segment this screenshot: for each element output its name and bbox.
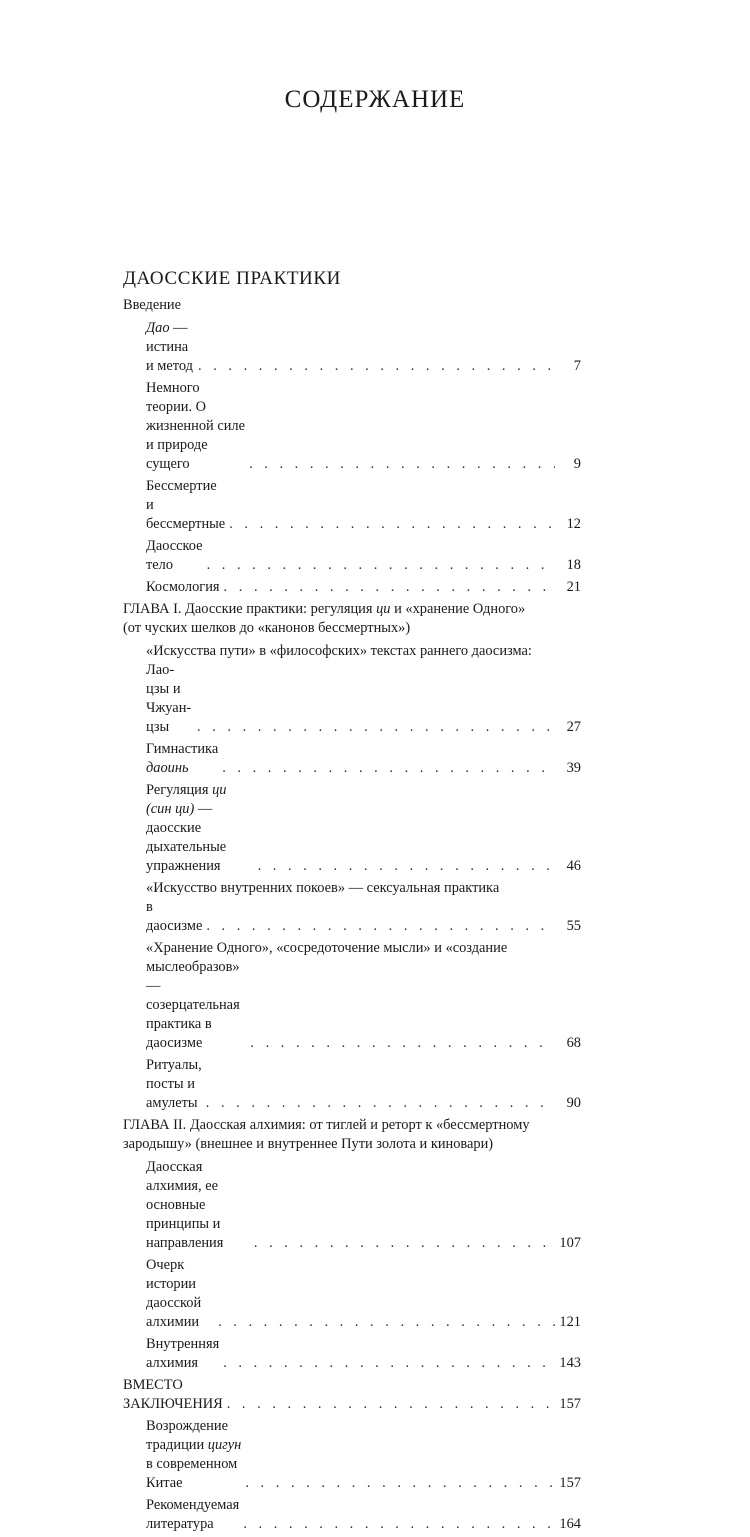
leader-dots [197,718,555,737]
leader-dots [206,917,555,936]
page-number: 9 [573,456,581,472]
toc-entry[interactable]: Бессмертие и бессмертные . . . 12 [123,477,581,534]
page-number: 18 [566,557,581,573]
page-number: 164 [559,1516,581,1532]
page-number: 68 [566,1035,581,1051]
toc-entry-conclusion[interactable]: ВМЕСТО ЗАКЛЮЧЕНИЯ . . . 157 [123,1376,581,1414]
toc-entry[interactable]: Возрождение традиции цигун в современном Китае . . . 157 [123,1417,581,1493]
leader-dots [206,1094,555,1113]
page-number: 12 [566,516,581,532]
page-number: 46 [566,858,581,874]
leader-dots [207,556,555,575]
page-number: 27 [566,719,581,735]
page-number: 107 [559,1235,581,1251]
leader-dots [198,357,555,376]
toc-entry[interactable]: Регуляция ци (син ци) — даосские дыхательные упражнения . . . 46 [123,781,581,876]
page-number: 21 [566,579,581,595]
toc-entry[interactable]: Рекомендуемая литература . . . 164 [123,1496,581,1534]
toc-entry[interactable]: Внутренняя алхимия . . . 143 [123,1335,581,1373]
toc-entry[interactable]: «Искусства пути» в «философских» текстах раннего даосизма: Лао-цзы и Чжуан-цзы . . . 27 [123,642,581,737]
leader-dots [243,1515,555,1534]
toc-entry[interactable]: Очерк истории даосской алхимии . . . 121 [123,1256,581,1332]
chapter-2-heading[interactable]: ГЛАВА II. Даосская алхимия: от тиглей и реторт к «бессмертному зародышу» (внешнее и внутреннее Пути золота и киновари) [123,1117,530,1152]
page-number: 157 [559,1475,581,1491]
page-number: 143 [559,1355,581,1371]
chapter-1-heading[interactable]: ГЛАВА I. Даосские практики: регуляция ци и «хранение Одного» (от чуских шелков до «канонов бессмертных») [123,601,526,636]
leader-dots [258,857,555,876]
table-of-contents [123,296,581,1537]
page-number: 55 [566,918,581,934]
page-number: 7 [573,358,581,374]
leader-dots [229,515,555,534]
toc-entry[interactable]: Немного теории. О жизненной силе и природе сущего . . . 9 [123,379,581,474]
toc-entry[interactable]: Гимнастика даоинь . . . 39 [123,740,581,778]
leader-dots [250,1034,555,1053]
page-title: СОДЕРЖАНИЕ [284,86,466,113]
leader-dots [223,1354,555,1373]
page-number: 121 [559,1314,581,1330]
page-number: 39 [566,760,581,776]
leader-dots [227,1395,555,1414]
toc-entry[interactable]: «Хранение Одного», «сосредоточение мысли» и «создание мыслеобразов» — созерцательная практика в даосизме . . . 68 [123,939,581,1053]
leader-dots [254,1234,555,1253]
leader-dots [224,578,555,597]
page-number: 157 [559,1396,581,1412]
section-title: ДАОССКИЕ ПРАКТИКИ [123,268,341,289]
page-number: 90 [566,1095,581,1111]
leader-dots [222,759,555,778]
leader-dots [245,1474,555,1493]
leader-dots [249,455,555,474]
toc-entry[interactable]: Ритуалы, посты и амулеты . . . 90 [123,1056,581,1113]
toc-entry[interactable]: Даосская алхимия, ее основные принципы и направления . . . 107 [123,1158,581,1253]
toc-entry[interactable]: Даосское тело . . . 18 [123,537,581,575]
intro-heading: Введение [123,297,182,313]
toc-entry[interactable]: «Искусство внутренних покоев» — сексуальная практика в даосизме . . . 55 [123,879,581,936]
toc-entry[interactable]: Дао — истина и метод . . . 7 [123,319,581,376]
leader-dots [218,1313,555,1332]
toc-entry[interactable]: Космология . . . 21 [123,578,581,597]
